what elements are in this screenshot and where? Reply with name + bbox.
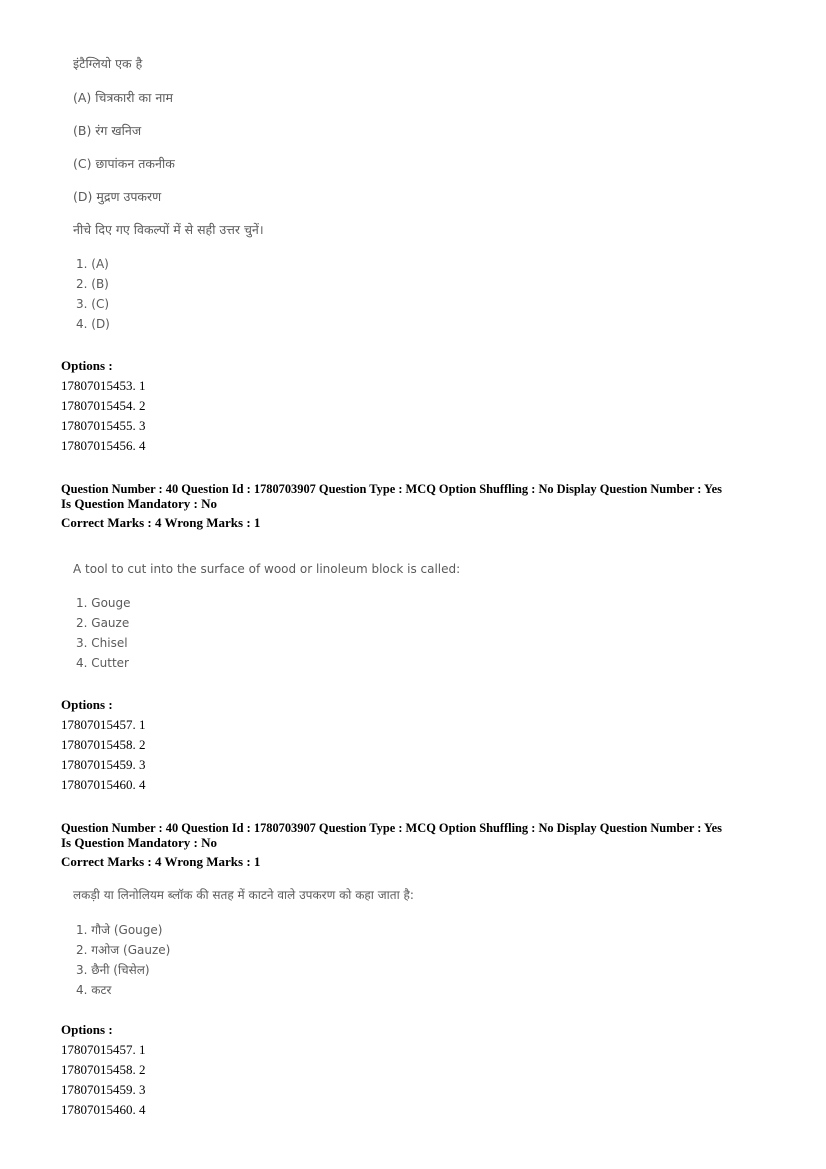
option-id-row: 17807015453. 1 <box>61 378 146 393</box>
answer-option-4: 4. (D) <box>76 317 110 331</box>
answer-option-2: 2. गओज (Gauze) <box>76 943 171 957</box>
choice-b: (B) रंग खनिज <box>73 123 142 138</box>
question-meta-line: Is Question Mandatory : No <box>61 835 218 850</box>
option-id-row: 17807015460. 4 <box>61 777 146 792</box>
option-id-row: 17807015456. 4 <box>61 438 146 453</box>
answer-option-3: 3. (C) <box>76 297 110 311</box>
option-id-row: 17807015457. 1 <box>61 717 146 732</box>
options-label: Options : <box>61 697 113 712</box>
answer-option-2: 2. (B) <box>76 277 109 291</box>
option-id-row: 17807015460. 4 <box>61 1102 146 1117</box>
options-label: Options : <box>61 1022 113 1037</box>
option-id-row: 17807015458. 2 <box>61 737 146 752</box>
question-40-en-image <box>0 555 826 675</box>
choice-c: (C) छापांकन तकनीक <box>73 156 175 171</box>
question-meta-line: Question Number : 40 Question Id : 1780703907 Question Type : MCQ Option Shuffling : No Display Question Number : Yes <box>61 821 722 835</box>
answer-option-1: 1. Gouge <box>76 596 131 610</box>
option-id-row: 17807015458. 2 <box>61 1062 146 1077</box>
option-id-row: 17807015459. 3 <box>61 757 146 772</box>
question-meta-line: Question Number : 40 Question Id : 1780703907 Question Type : MCQ Option Shuffling : No Display Question Number : Yes <box>61 482 722 496</box>
question-meta-line: Is Question Mandatory : No <box>61 496 218 511</box>
option-id-row: 17807015459. 3 <box>61 1082 146 1097</box>
options-label: Options : <box>61 358 113 373</box>
answer-option-1: 1. (A) <box>76 257 109 271</box>
option-id-row: 17807015457. 1 <box>61 1042 146 1057</box>
question-stem: लकड़ी या लिनोलियम ब्लॉक की सतह में काटने वाले उपकरण को कहा जाता है: <box>73 888 414 902</box>
question-instruction: नीचे दिए गए विकल्पों में से सही उत्तर चुनें। <box>73 222 264 237</box>
answer-option-3: 3. Chisel <box>76 636 128 650</box>
option-id-row: 17807015454. 2 <box>61 398 146 413</box>
question-stem: इंटैग्लियो एक है <box>73 56 143 71</box>
answer-option-3: 3. छैनी (चिसेल) <box>76 963 150 977</box>
question-marks-line: Correct Marks : 4 Wrong Marks : 1 <box>61 515 261 530</box>
choice-a: (A) चित्रकारी का नाम <box>73 90 173 105</box>
question-39-image <box>0 0 826 340</box>
question-stem: A tool to cut into the surface of wood or linoleum block is called: <box>73 562 461 576</box>
answer-option-4: 4. कटर <box>76 983 112 997</box>
answer-option-1: 1. गौजे (Gouge) <box>76 923 163 937</box>
option-id-row: 17807015455. 3 <box>61 418 146 433</box>
answer-option-4: 4. Cutter <box>76 656 129 670</box>
choice-d: (D) मुद्रण उपकरण <box>73 189 162 204</box>
question-40-hi-image <box>0 880 826 1000</box>
answer-option-2: 2. Gauze <box>76 616 130 630</box>
question-marks-line: Correct Marks : 4 Wrong Marks : 1 <box>61 854 261 869</box>
